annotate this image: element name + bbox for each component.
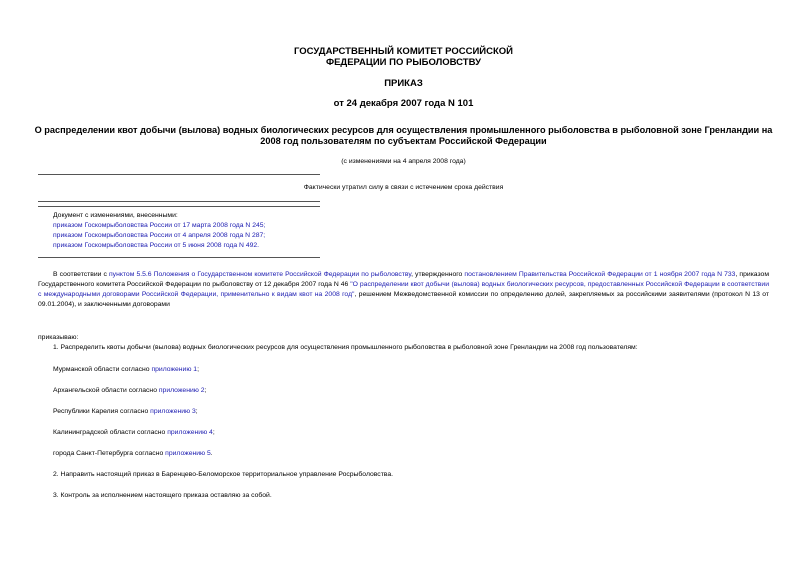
appendix-5-link[interactable]: приложению 5: [165, 450, 211, 457]
government-decree-link[interactable]: постановлением Правительства Российской Федерации от 1 ноября 2007 года N 733: [464, 271, 736, 278]
document-title-line1: О распределении квот добычи (вылова) водных биологических ресурсов для осуществления промышленного рыболовства в рыболовной зоне Гренландии на: [34, 125, 773, 135]
regulation-link[interactable]: пунктом 5.5.6 Положения о Государственном комитете Российской Федерации по рыболовству: [109, 271, 412, 278]
region-text: Архангельской области согласно: [53, 387, 159, 394]
preamble-text: , приказом Государственного комитета Российской Федерации по рыболовству от 12 декабря 2007 года N 46: [38, 271, 770, 288]
agency-name-line1: ГОСУДАРСТВЕННЫЙ КОМИТЕТ РОССИЙСКОЙ: [293, 46, 514, 57]
document-title-line2: 2008 год пользователям по субъектам Российской Федерации: [260, 136, 547, 146]
order-item-1: 1. Распределить квоты добычи (вылова) водных биологических ресурсов для осуществления промышленного рыболовства в рыболовной зоне Гренландии на 2008 год пользователям:: [53, 344, 638, 351]
appendix-3-link[interactable]: приложению 3: [150, 408, 196, 415]
amendment-link-3[interactable]: приказом Госкомрыболовства России от 5 июня 2008 года N 492.: [53, 242, 260, 249]
region-end: ;: [197, 366, 199, 373]
region-text: города Санкт-Петербурга согласно: [53, 450, 166, 457]
divider: [38, 174, 320, 175]
status-text: Фактически утратил силу в связи с истечением срока действия: [303, 184, 504, 191]
region-line-arkhangelsk: [53, 386, 206, 396]
prikazyvayu-text: приказываю:: [38, 334, 79, 341]
divider: [38, 201, 320, 202]
changes-note: (с изменениями на 4 апреля 2008 года): [341, 158, 466, 165]
amendment-link-1[interactable]: приказом Госкомрыболовства России от 17 марта 2008 года N 245;: [53, 222, 266, 229]
preamble-text: , решением Межведомственной комиссии по определению долей, закрепляемых за российскими заявителями (протокол N 13 от 09.01.2004), и заключенными договорами: [38, 291, 769, 308]
document-date-number: от 24 декабря 2007 года N 101: [333, 98, 474, 109]
region-line-kaliningrad: [53, 428, 215, 438]
preamble-paragraph: [38, 270, 769, 310]
order-46-link[interactable]: "О распределении квот добычи (вылова) водных биологических ресурсов, предоставленных Российской Федерации в соответствии с международными договорами Российской Федерации, применительно к видам квот на 2008 год": [38, 281, 769, 298]
document-type: ПРИКАЗ: [384, 78, 423, 89]
region-end: ;: [195, 408, 198, 415]
divider: [38, 257, 320, 258]
appendix-2-link[interactable]: приложению 2: [158, 387, 205, 394]
preamble-text: В соответствии с: [53, 271, 109, 278]
order-item-2: 2. Направить настоящий приказ в Баренцево-Беломорское территориальное управление Росрыболовства.: [53, 471, 394, 478]
region-line-spb: [53, 449, 213, 459]
preamble-text: , утвержденного: [411, 271, 465, 278]
agency-name-line2: ФЕДЕРАЦИИ ПО РЫБОЛОВСТВУ: [325, 57, 481, 68]
region-line-murmansk: [53, 365, 199, 375]
amendment-link-2[interactable]: приказом Госкомрыболовства России от 4 апреля 2008 года N 287;: [53, 232, 266, 239]
region-text: Мурманской области согласно: [53, 366, 152, 373]
region-text: Республики Карелия согласно: [53, 408, 151, 415]
appendix-1-link[interactable]: приложению 1: [151, 366, 198, 373]
amendments-intro: Документ с изменениями, внесенными:: [53, 212, 178, 219]
divider: [38, 206, 320, 207]
region-text: Калининградской области согласно: [53, 429, 168, 436]
region-end: ;: [212, 429, 215, 436]
region-line-karelia: [53, 407, 198, 417]
region-end: ;: [204, 387, 207, 394]
order-item-3: 3. Контроль за исполнением настоящего приказа оставляю за собой.: [53, 492, 272, 499]
appendix-4-link[interactable]: приложению 4: [167, 429, 213, 436]
region-end: .: [210, 450, 213, 457]
